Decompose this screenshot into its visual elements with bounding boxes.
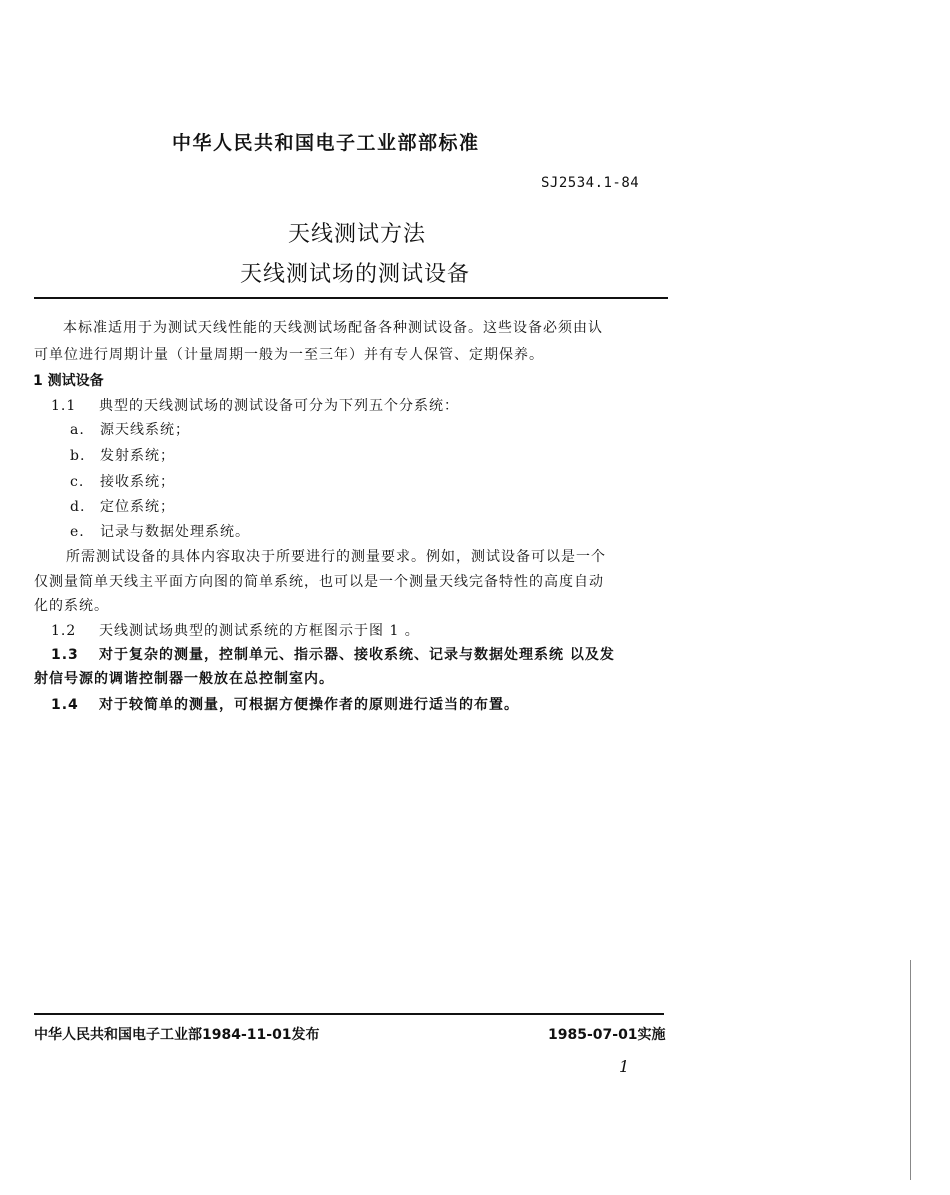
standard-number: SJ2534.1-84 bbox=[541, 175, 640, 191]
list-marker: c. bbox=[70, 474, 85, 490]
footer-divider bbox=[34, 1013, 664, 1015]
list-item bbox=[70, 419, 190, 439]
document-subtitle: 天线测试场的测试设备 bbox=[240, 262, 471, 287]
issuing-authority-heading: 中华人民共和国电子工业部部标准 bbox=[172, 132, 480, 154]
clause-text: 对于较简单的测量，可根据方便操作者的原则进行适当的布置。 bbox=[99, 697, 519, 713]
list-item-text: 定位系统； bbox=[100, 499, 175, 515]
clause-1-4 bbox=[51, 694, 519, 714]
clause-text: 对于复杂的测量，控制单元、指示器、接收系统、记录与数据处理系统 以及发 bbox=[99, 647, 615, 663]
list-item-text: 源天线系统； bbox=[100, 422, 190, 438]
section-1-heading: 1 测试设备 bbox=[33, 373, 104, 389]
page-number: 1 bbox=[619, 1057, 630, 1076]
intro-line-1: 本标准适用于为测试天线性能的天线测试场配备各种测试设备。这些设备必须由认 bbox=[63, 320, 603, 336]
clause-text: 天线测试场典型的测试系统的方框图示于图 1 。 bbox=[99, 623, 420, 639]
clause-1-1 bbox=[51, 395, 459, 415]
effective-date: 1985-07-01实施 bbox=[548, 1027, 666, 1043]
list-item-text: 接收系统； bbox=[100, 474, 175, 490]
paragraph-line-1: 所需测试设备的具体内容取决于所要进行的测量要求。例如，测试设备可以是一个 bbox=[66, 549, 606, 565]
list-item bbox=[70, 521, 250, 541]
clause-number: 1.3 bbox=[51, 647, 79, 663]
clause-1-3-continuation: 射信号源的调谐控制器一般放在总控制室内。 bbox=[34, 671, 334, 687]
clause-number: 1.1 bbox=[51, 398, 77, 414]
clause-1-3 bbox=[51, 644, 615, 664]
clause-1-2 bbox=[51, 620, 420, 640]
document-title: 天线测试方法 bbox=[288, 222, 427, 247]
list-marker: e. bbox=[70, 524, 85, 540]
list-item bbox=[70, 445, 175, 465]
scan-edge-mark bbox=[910, 960, 911, 1180]
list-item bbox=[70, 496, 175, 516]
list-item-text: 发射系统； bbox=[100, 448, 175, 464]
intro-line-2: 可单位进行周期计量（计量周期一般为一至三年）并有专人保管、定期保养。 bbox=[34, 347, 544, 363]
clause-number: 1.2 bbox=[51, 623, 77, 639]
header-divider bbox=[34, 297, 668, 299]
clause-number: 1.4 bbox=[51, 697, 79, 713]
list-item bbox=[70, 471, 175, 491]
issue-date: 中华人民共和国电子工业部1984-11-01发布 bbox=[34, 1027, 320, 1043]
list-marker: b. bbox=[70, 448, 86, 464]
list-marker: a. bbox=[70, 422, 85, 438]
list-item-text: 记录与数据处理系统。 bbox=[100, 524, 250, 540]
paragraph-line-3: 化的系统。 bbox=[34, 598, 109, 614]
list-marker: d. bbox=[70, 499, 86, 515]
clause-text: 典型的天线测试场的测试设备可分为下列五个分系统： bbox=[99, 398, 459, 414]
paragraph-line-2: 仅测量简单天线主平面方向图的简单系统，也可以是一个测量天线完备特性的高度自动 bbox=[34, 574, 604, 590]
